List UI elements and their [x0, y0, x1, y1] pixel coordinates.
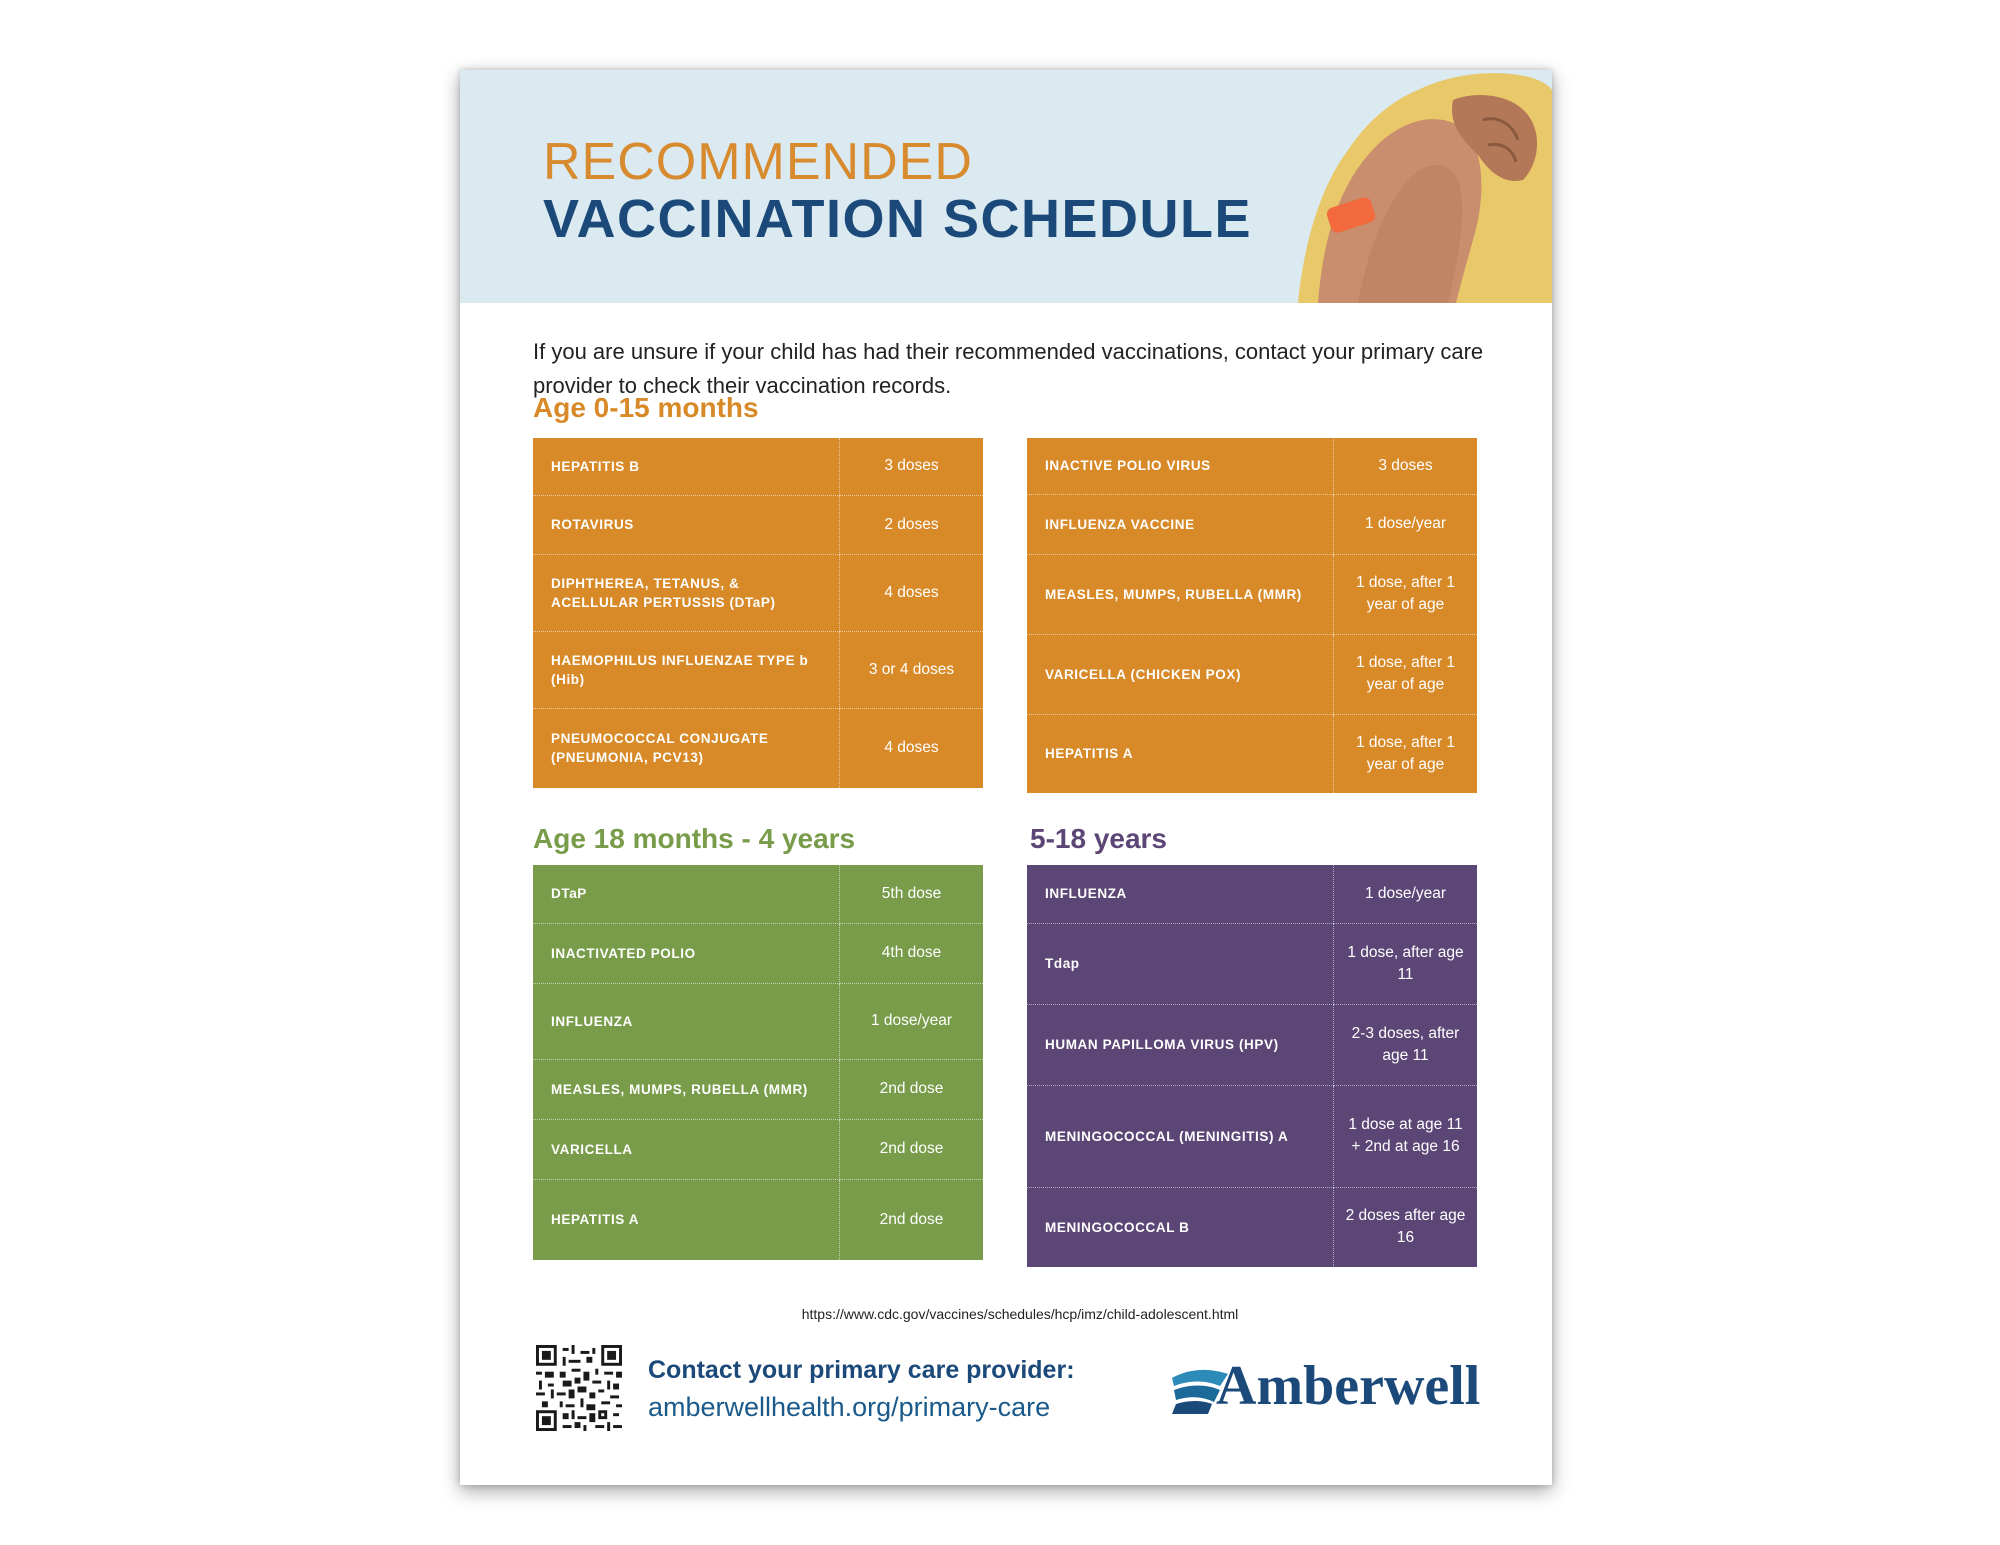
section-title-18-months-4-years: Age 18 months - 4 years: [533, 823, 856, 854]
vaccine-dose: 1 dose/year: [1334, 494, 1478, 554]
vaccine-name: DIPHTHEREA, TETANUS, & ACELLULAR PERTUSSIS (DTaP): [533, 554, 840, 631]
vaccine-dose: 2nd dose: [840, 1059, 984, 1119]
vaccine-name: HEPATITIS B: [533, 438, 840, 495]
table-row: [1027, 438, 1477, 494]
table-5-18-years: [1027, 865, 1477, 1267]
vaccine-dose: 4 doses: [884, 739, 939, 757]
vaccine-name: VARICELLA: [533, 1119, 840, 1179]
vaccine-dose: 1 dose, after 1 year of age: [1334, 634, 1478, 714]
section-title-0-15-months: Age 0-15 months: [533, 392, 759, 423]
table-row: [533, 865, 983, 923]
vaccine-name: Tdap: [1027, 923, 1334, 1004]
source-link[interactable]: https://www.cdc.gov/vaccines/schedules/hcp/imz/child-adolescent.html: [801, 1306, 1239, 1322]
vaccine-name: INACTIVE POLIO VIRUS: [1027, 438, 1334, 494]
vaccine-name: MEASLES, MUMPS, RUBELLA (MMR): [533, 1059, 840, 1119]
table-row: [1027, 714, 1477, 793]
table-row: [533, 923, 983, 983]
bandaged-arm-photo: [1298, 70, 1552, 303]
vaccine-dose: 4th dose: [840, 923, 984, 983]
table-0-15-months-left: [533, 438, 983, 788]
vaccine-dose: 5th dose: [840, 865, 984, 923]
vaccine-dose: 1 dose, after 1 year of age: [1355, 733, 1456, 773]
vaccine-name: HUMAN PAPILLOMA VIRUS (HPV): [1027, 1004, 1334, 1085]
table-row: [1027, 494, 1477, 554]
table-row: [533, 983, 983, 1059]
contact-label: Contact your primary care provider:: [648, 1356, 1075, 1384]
vaccine-dose: 3 or 4 doses: [840, 631, 984, 708]
vaccine-name: HAEMOPHILUS INFLUENZAE TYPE b (Hib): [533, 631, 840, 708]
flyer-page: [460, 70, 1552, 1485]
vaccine-dose: 1 dose/year: [840, 983, 984, 1059]
vaccine-name: VARICELLA (CHICKEN POX): [1027, 634, 1334, 714]
vaccine-name: MENINGOCOCCAL (MENINGITIS) A: [1027, 1085, 1334, 1187]
table-row: [1027, 554, 1477, 634]
title-vaccination-schedule: VACCINATION SCHEDULE: [543, 189, 1253, 249]
table-row: [1027, 1085, 1477, 1187]
vaccine-name: HEPATITIS A: [533, 1179, 840, 1260]
title-recommended: RECOMMENDED: [543, 133, 973, 191]
table-row: [533, 1059, 983, 1119]
table-0-15-months-right: [1027, 438, 1477, 793]
vaccine-name: MENINGOCOCCAL B: [1027, 1187, 1334, 1267]
vaccine-dose: 2 doses after age 16: [1345, 1207, 1466, 1247]
vaccine-dose: 1 dose/year: [1334, 865, 1478, 923]
table-row: [533, 438, 983, 495]
vaccine-dose: 2nd dose: [879, 1210, 944, 1228]
vaccine-name: DTaP: [533, 865, 840, 923]
amberwell-brand: Amberwell: [1216, 1355, 1481, 1417]
table-row: [533, 1119, 983, 1179]
vaccine-dose: 3 doses: [1334, 438, 1478, 494]
vaccine-dose: 1 dose at age 11 + 2nd at age 16: [1334, 1085, 1478, 1187]
qr-code-icon[interactable]: [536, 1345, 622, 1431]
section-title-5-18-years: 5-18 years: [1030, 823, 1168, 854]
vaccine-name: INFLUENZA: [533, 983, 840, 1059]
vaccine-name: ROTAVIRUS: [533, 495, 840, 554]
table-row: [1027, 1004, 1477, 1085]
table-row: [533, 631, 983, 708]
vaccine-dose: 2 doses: [840, 495, 984, 554]
vaccine-dose: 2nd dose: [840, 1119, 984, 1179]
table-row: [1027, 1187, 1477, 1267]
vaccine-name: INACTIVATED POLIO: [533, 923, 840, 983]
header-banner: [460, 70, 1552, 303]
table-18-months-4-years: [533, 865, 983, 1260]
vaccine-dose: 1 dose, after 1 year of age: [1334, 554, 1478, 634]
table-row: [533, 708, 983, 788]
vaccine-name: MEASLES, MUMPS, RUBELLA (MMR): [1027, 554, 1334, 634]
table-row: [533, 1179, 983, 1260]
table-row: [1027, 865, 1477, 923]
vaccine-dose: 1 dose, after age 11: [1334, 923, 1478, 1004]
vaccine-name: INFLUENZA VACCINE: [1027, 494, 1334, 554]
table-row: [1027, 634, 1477, 714]
table-row: [533, 495, 983, 554]
intro-paragraph: If you are unsure if your child has had their recommended vaccinations, contact your primary care provider to check their vaccination records.: [533, 339, 1484, 398]
vaccine-dose: 2-3 doses, after age 11: [1334, 1004, 1478, 1085]
vaccine-name: PNEUMOCOCCAL CONJUGATE (PNEUMONIA, PCV13): [533, 708, 840, 788]
table-row: [1027, 923, 1477, 1004]
vaccine-dose: 4 doses: [840, 554, 984, 631]
vaccine-name: HEPATITIS A: [1027, 714, 1334, 793]
vaccine-dose: 3 doses: [840, 438, 984, 495]
vaccine-name: INFLUENZA: [1027, 865, 1334, 923]
contact-url-link[interactable]: amberwellhealth.org/primary-care: [648, 1392, 1051, 1422]
table-row: [533, 554, 983, 631]
